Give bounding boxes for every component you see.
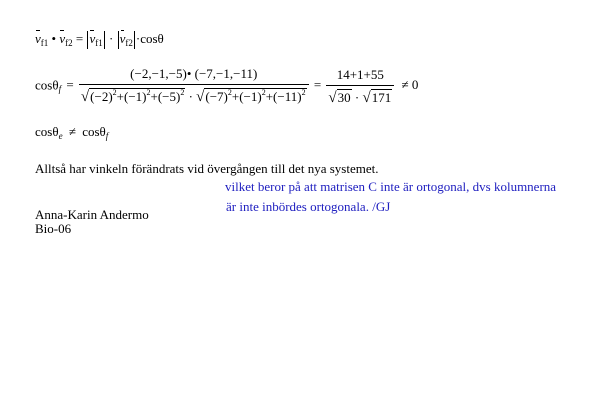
equals-sign: = xyxy=(313,77,322,93)
dot-operator: • xyxy=(51,31,57,46)
sqrt-171: √171 xyxy=(362,90,392,106)
norm-bar xyxy=(134,31,135,49)
not-equal-zero: ≠ 0 xyxy=(401,77,419,93)
norm-vf1: v xyxy=(89,31,96,46)
subscript: f1 xyxy=(95,38,103,48)
norm-vf2: v xyxy=(119,31,126,46)
fraction-numerator: 14+1+55 xyxy=(336,67,384,82)
equals-sign: = xyxy=(66,77,74,93)
cos-theta: cosθ xyxy=(140,31,164,46)
subscript: e xyxy=(58,131,63,141)
cos-theta-f: cosθ xyxy=(82,124,106,139)
fraction-main xyxy=(79,66,309,107)
sqrt-b: $√(-7)^2+(-1)^2+(-11)^2$ xyxy=(196,88,306,105)
equation-cos-theta-f xyxy=(35,66,418,107)
norm-bar xyxy=(104,31,105,49)
fraction-denominator xyxy=(79,84,309,107)
equation-dot-product-definition: $v_{f1}$ • $v_{f2} = v_{f1} \cdot v_{f2} \cdot\cos\theta$ xyxy=(35,31,164,48)
equals-sign: = xyxy=(75,31,84,46)
subscript: f1 xyxy=(40,38,49,48)
vector-vf1: v xyxy=(35,31,41,46)
sqrt-30: √30 xyxy=(328,90,351,106)
cos-theta-f-label: cosθ xyxy=(35,77,59,93)
fraction-numerator: (−2,−1,−5)• (−7,−1,−11) xyxy=(130,66,258,81)
subscript: f xyxy=(58,84,62,95)
fraction-simplified xyxy=(326,67,394,106)
subscript: f2 xyxy=(65,38,73,48)
sqrt-a: $√(-2)^2+(-1)^2+(-5)^2$ xyxy=(80,88,185,105)
subscript: f2 xyxy=(125,38,133,48)
not-equal-sign: ≠ xyxy=(68,124,76,139)
cdot-operator: · xyxy=(188,89,193,104)
cdot-operator: · xyxy=(109,31,114,46)
conclusion-text: Alltså har vinkeln förändrats vid övergången till det nya systemet. xyxy=(35,161,379,176)
vector-vf2: v xyxy=(59,31,66,46)
teacher-comment-line2: är inte inbördes ortogonala. /GJ xyxy=(226,199,391,214)
course-name: Bio-06 xyxy=(35,221,72,236)
norm-bar xyxy=(87,31,88,49)
norm-bar xyxy=(118,31,119,49)
cos-theta-e: cosθ xyxy=(35,124,59,139)
equation-inequality xyxy=(35,124,108,140)
author-name: Anna-Karin Andermo xyxy=(35,207,149,222)
subscript: f xyxy=(105,131,109,141)
fraction-denominator: √30 · √171 xyxy=(326,85,394,106)
teacher-comment-line1: vilket beror på att matrisen C inte är ortogonal, dvs kolumnerna xyxy=(225,179,557,194)
